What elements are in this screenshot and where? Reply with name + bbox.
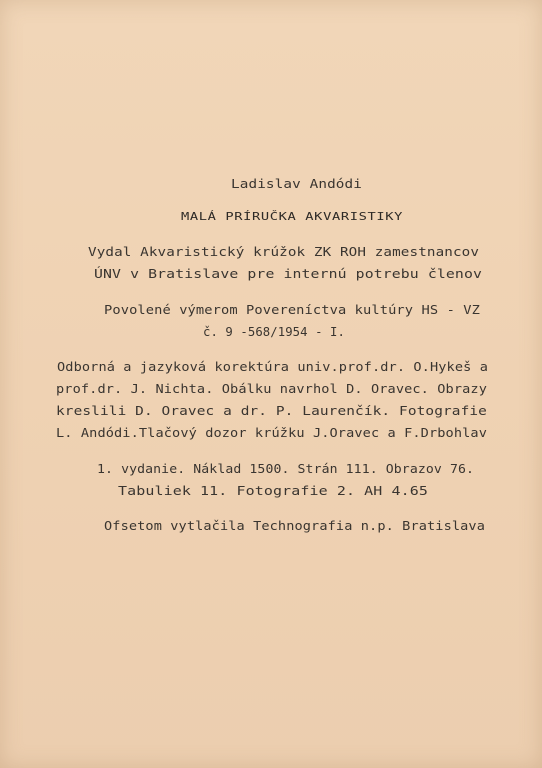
- edition-line-2: Tabuliek 11. Fotografie 2. AH 4.65: [118, 484, 428, 498]
- permit-line-1: Povolené výmerom Povereníctva kultúry HS - VZ: [104, 303, 480, 317]
- printer-line: Ofsetom vytlačila Technografia n.p. Bratislava: [104, 519, 485, 533]
- author-name: Ladislav Andódi: [231, 177, 362, 191]
- edition-line-1: 1. vydanie. Náklad 1500. Strán 111. Obrazov 76.: [97, 462, 475, 476]
- publisher-line-1: Vydal Akvaristický krúžok ZK ROH zamestnancov: [88, 245, 480, 259]
- credits-line-4: L. Andódi.Tlačový dozor krúžku J.Oravec a F.Drbohlav: [56, 426, 487, 440]
- book-title: MALÁ PRÍRUČKA AKVARISTIKY: [181, 210, 403, 223]
- credits-line-1: Odborná a jazyková korektúra univ.prof.dr. O.Hykeš a: [57, 360, 488, 374]
- credits-line-2: prof.dr. J. Nichta. Obálku navrhol D. Oravec. Obrazy: [56, 382, 487, 396]
- publisher-line-2: ÚNV v Bratislave pre internú potrebu členov: [94, 267, 482, 281]
- credits-line-3: kreslili D. Oravec a dr. P. Laurenčík. Fotografie: [56, 404, 487, 418]
- permit-line-2: č. 9 -568/1954 - I.: [203, 325, 346, 339]
